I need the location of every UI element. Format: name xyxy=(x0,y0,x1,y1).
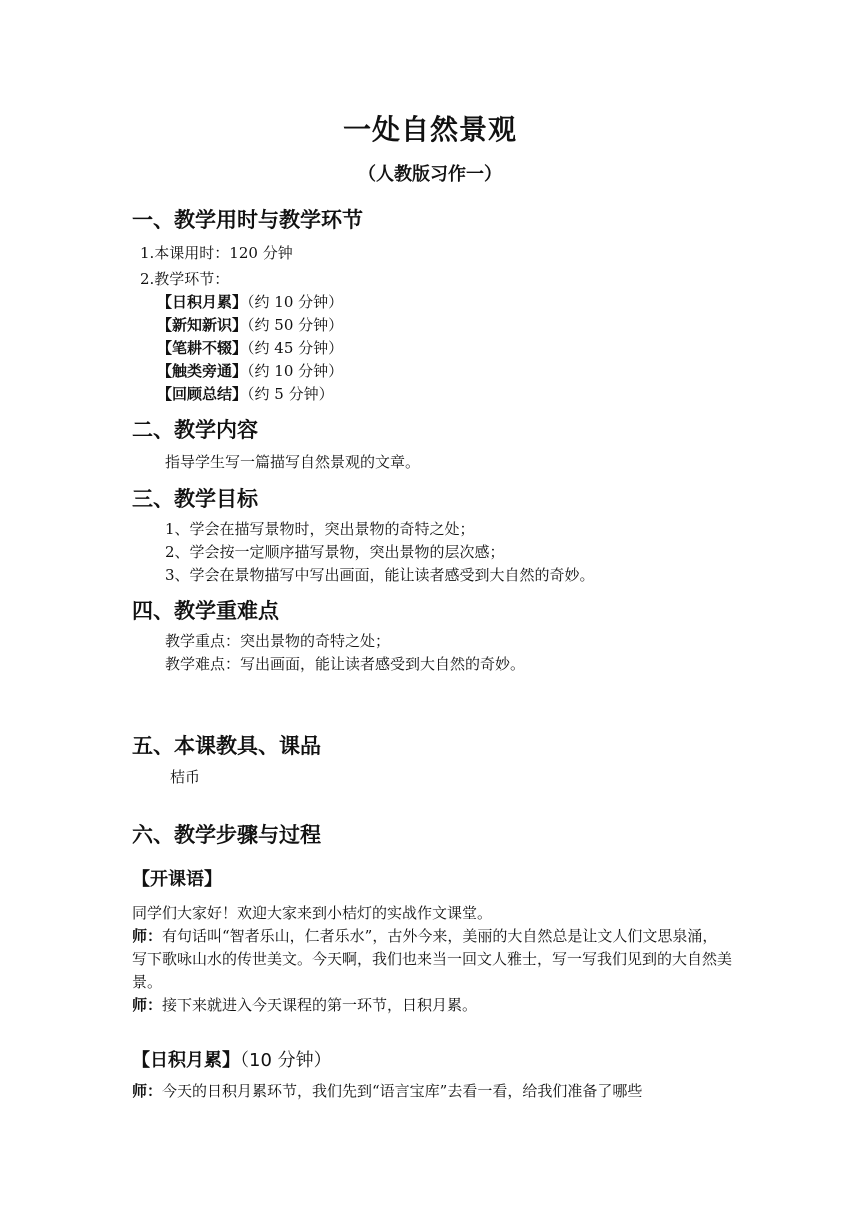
goal-item: 1、学会在描写景物时，突出景物的奇特之处； xyxy=(165,520,475,538)
teacher-line xyxy=(132,925,732,994)
step-time: （约 5 分钟） xyxy=(247,385,334,403)
teacher-speech: 接下来就进入今天课程的第一环节，日积月累。 xyxy=(162,996,478,1014)
teacher-label: 师： xyxy=(132,1082,163,1100)
step-item xyxy=(157,360,343,382)
section-heading-2: 二、教学内容 xyxy=(132,418,258,442)
opening-label: 【开课语】 xyxy=(132,869,222,890)
lesson-time-line: 1.本课用时：120 分钟 xyxy=(140,244,293,262)
section-heading-4: 四、教学重难点 xyxy=(132,599,279,623)
step-name: 【触类旁通】 xyxy=(157,362,248,380)
step-time: （约 10 分钟） xyxy=(247,362,344,380)
step-item xyxy=(157,291,343,313)
section-heading-1: 一、教学用时与教学环节 xyxy=(132,208,363,232)
key-point: 教学重点：突出景物的奇特之处； xyxy=(165,632,391,650)
document-title: 一处自然景观 xyxy=(342,113,517,146)
teacher-label: 师： xyxy=(132,996,163,1014)
part1-heading xyxy=(132,1046,332,1072)
goal-item: 3、学会在景物描写中写出画面，能让读者感受到大自然的奇妙。 xyxy=(165,566,595,584)
goal-item: 2、学会按一定顺序描写景物，突出景物的层次感； xyxy=(165,543,505,561)
step-item xyxy=(157,314,343,336)
teacher-line xyxy=(132,994,732,1017)
teacher-line xyxy=(132,1080,732,1103)
step-time: （约 45 分钟） xyxy=(247,339,344,357)
teacher-label: 师： xyxy=(132,927,163,945)
section-heading-6: 六、教学步骤与过程 xyxy=(132,823,321,847)
step-item xyxy=(157,337,343,359)
part1-label: 【日积月累】 xyxy=(132,1050,240,1071)
opening-paragraph xyxy=(132,902,732,1017)
steps-label: 2.教学环节： xyxy=(140,270,230,288)
materials-text: 桔币 xyxy=(170,768,201,786)
step-time: （约 50 分钟） xyxy=(247,316,344,334)
section-heading-5: 五、本课教具、课品 xyxy=(132,734,321,758)
step-item xyxy=(157,383,334,405)
section-heading-3: 三、教学目标 xyxy=(132,487,258,511)
step-name: 【日积月累】 xyxy=(157,293,248,311)
content-text: 指导学生写一篇描写自然景观的文章。 xyxy=(165,453,421,471)
opening-greeting: 同学们大家好！欢迎大家来到小桔灯的实战作文课堂。 xyxy=(132,904,493,922)
step-name: 【回顾总结】 xyxy=(157,385,248,403)
part1-time: （10 分钟） xyxy=(240,1050,332,1071)
step-name: 【笔耕不辍】 xyxy=(157,339,248,357)
teacher-speech: 有句话叫“智者乐山，仁者乐水”，古外今来，美丽的大自然总是让文人们文思泉涌，写下歌咏山水的传世美文。今天啊，我们也来当一回文人雅士，写一写我们见到的大自然美景。 xyxy=(132,927,733,991)
step-name: 【新知新识】 xyxy=(157,316,248,334)
part1-paragraph xyxy=(132,1080,732,1103)
step-time: （约 10 分钟） xyxy=(247,293,344,311)
difficult-point: 教学难点：写出画面，能让读者感受到大自然的奇妙。 xyxy=(165,655,526,673)
document-subtitle: （人教版习作一） xyxy=(358,164,502,185)
teacher-speech: 今天的日积月累环节，我们先到“语言宝库”去看一看，给我们准备了哪些 xyxy=(162,1082,643,1100)
